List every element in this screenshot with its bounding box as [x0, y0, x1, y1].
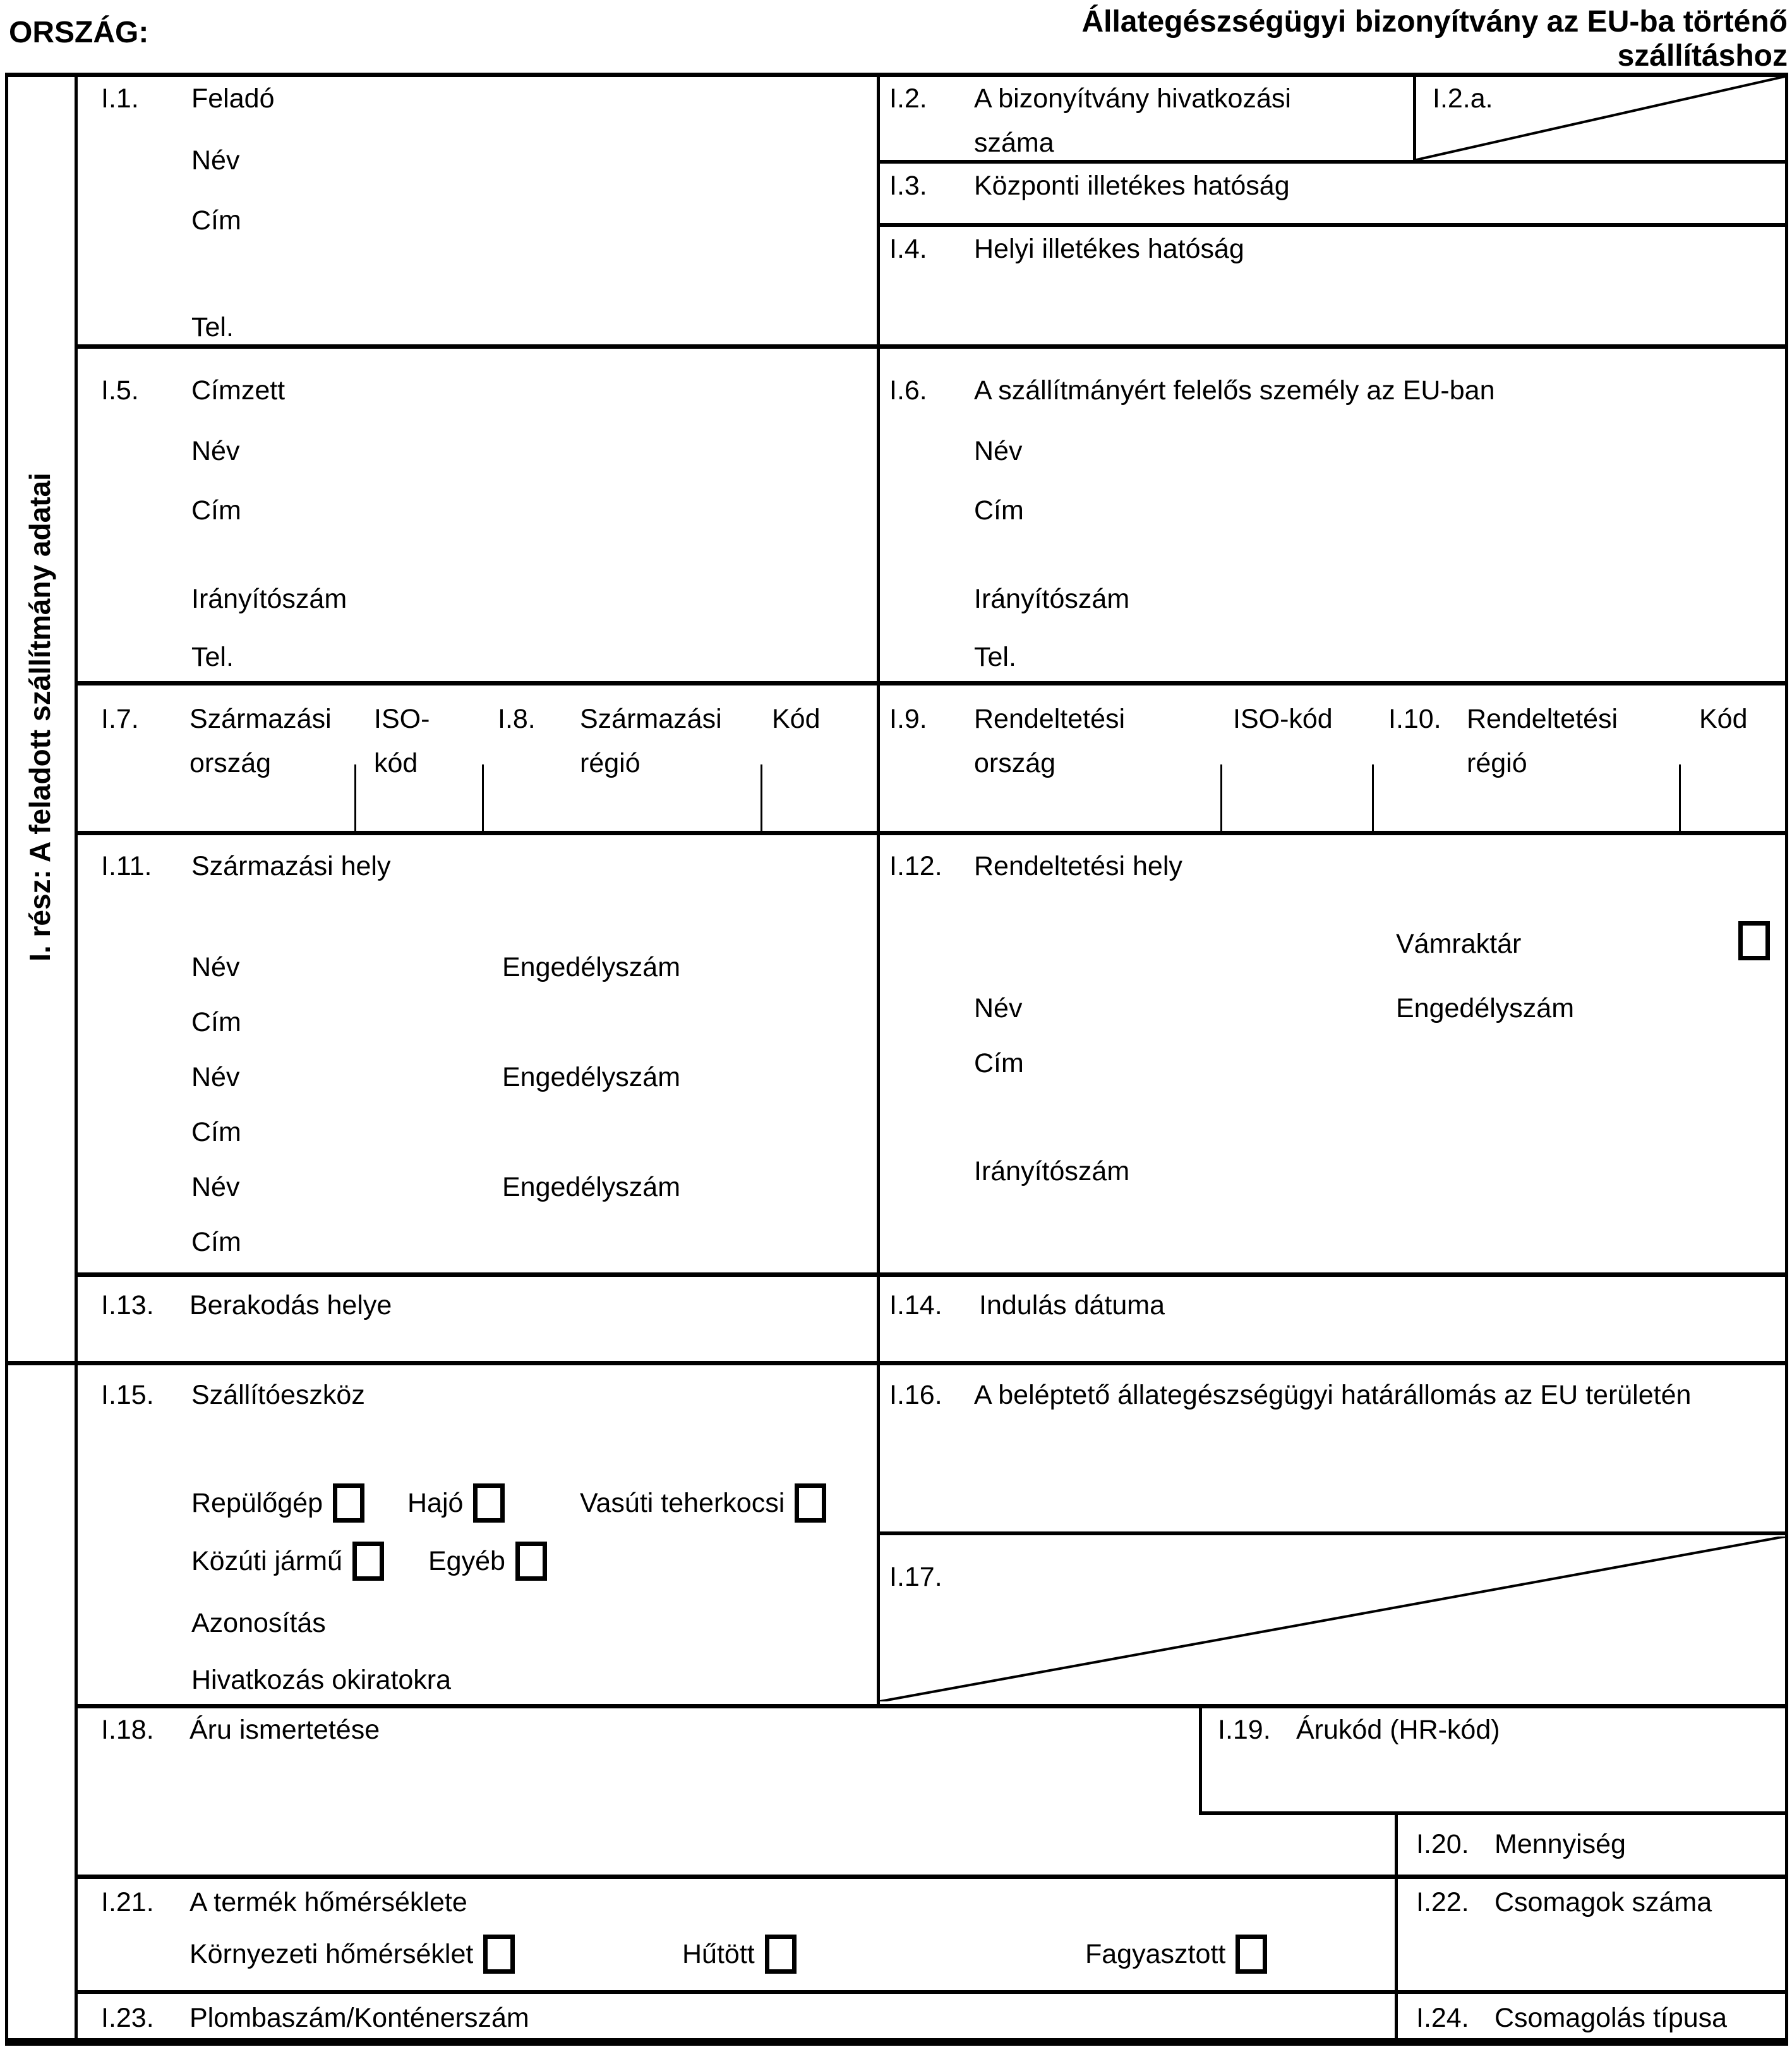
checkbox-vamraktar[interactable]	[1738, 921, 1770, 960]
field-i1-address-label: Cím	[191, 205, 241, 236]
field-i13-number: I.13.	[101, 1290, 154, 1320]
grid-line-i2-bottom	[877, 160, 1788, 164]
tick-i8-left	[482, 764, 484, 833]
field-i1-name-label: Név	[191, 145, 240, 176]
field-i9-number: I.9.	[889, 704, 927, 734]
field-i9-label-line1: Rendeltetési	[974, 704, 1126, 734]
grid-line-i15-bottom	[75, 1704, 1788, 1708]
field-i7-label-line1: Származási	[189, 704, 332, 734]
option-hajo	[407, 1483, 505, 1523]
field-i12-postal-label: Irányítószám	[974, 1156, 1130, 1187]
field-i16-number: I.16.	[889, 1380, 942, 1410]
field-i21-label: A termék hőmérséklete	[189, 1887, 467, 1917]
option-vasuti-teherkocsi-label: Vasúti teherkocsi	[580, 1488, 785, 1518]
checkbox-repulogep[interactable]	[333, 1483, 364, 1523]
tick-i9-iso	[1220, 764, 1222, 833]
country-label: ORSZÁG:	[9, 16, 149, 49]
field-i1-number: I.1.	[101, 83, 139, 114]
field-i10-code-label: Kód	[1699, 704, 1748, 734]
grid-line-i19-left	[1199, 1704, 1202, 1813]
option-repulogep	[191, 1483, 364, 1523]
grid-line-i1-bottom	[75, 344, 1788, 349]
field-i3-label: Központi illetékes hatóság	[974, 171, 1290, 201]
field-i5-address-label: Cím	[191, 495, 241, 526]
field-i12-label: Rendeltetési hely	[974, 851, 1182, 881]
field-i11-address1-label: Cím	[191, 1007, 241, 1037]
field-i10-number: I.10.	[1388, 704, 1441, 734]
field-i12-customs-label: Vámraktár	[1396, 929, 1522, 959]
field-i8-code-label: Kód	[772, 704, 821, 734]
grid-line-page-cut	[5, 2038, 1788, 2046]
option-vasuti-teherkocsi	[580, 1483, 826, 1523]
field-i6-label: A szállítmányért felelős személy az EU-ban	[974, 375, 1495, 406]
option-kozuti-jarmu	[191, 1542, 384, 1581]
field-i22-number: I.22.	[1416, 1887, 1469, 1917]
field-i15-number: I.15.	[101, 1380, 154, 1410]
field-i4-label: Helyi illetékes hatóság	[974, 234, 1244, 264]
field-i3-number: I.3.	[889, 171, 927, 201]
grid-line-i7-bottom	[75, 831, 1788, 835]
field-i2-number: I.2.	[889, 83, 927, 114]
field-i1-label: Feladó	[191, 83, 275, 114]
field-i23-label: Plombaszám/Konténerszám	[189, 2003, 529, 2033]
field-i13-label: Berakodás helye	[189, 1290, 392, 1320]
field-i5-postal-label: Irányítószám	[191, 584, 347, 614]
grid-line-i3-bottom	[877, 223, 1788, 227]
field-i11-name3-label: Név	[191, 1172, 240, 1202]
field-i24-label: Csomagolás típusa	[1494, 2003, 1728, 2033]
grid-line-i19-bottom	[1199, 1811, 1788, 1815]
field-i18-number: I.18.	[101, 1715, 154, 1745]
grid-line-i5-bottom	[75, 681, 1788, 685]
tick-i10-code	[1679, 764, 1681, 833]
field-i11-label: Származási hely	[191, 851, 391, 881]
field-i24-number: I.24.	[1416, 2003, 1469, 2033]
field-i7-iso-label-line1: ISO-	[374, 704, 430, 734]
grid-line-outer-right	[1785, 73, 1788, 2046]
field-i8-label-line1: Származási	[580, 704, 722, 734]
field-i20-number: I.20.	[1416, 1829, 1469, 1859]
field-i9-iso-label: ISO-kód	[1233, 704, 1333, 734]
field-i12-approval-label: Engedélyszám	[1396, 993, 1575, 1023]
part1-sidebar	[5, 73, 75, 1361]
field-i5-number: I.5.	[101, 375, 139, 406]
field-i5-tel-label: Tel.	[191, 642, 234, 672]
checkbox-hajo[interactable]	[473, 1483, 505, 1523]
field-i11-approval1-label: Engedélyszám	[502, 952, 681, 982]
field-i17-number: I.17.	[889, 1562, 942, 1592]
checkbox-vasuti-teherkocsi[interactable]	[795, 1483, 826, 1523]
tick-i8-code	[761, 764, 762, 833]
field-i12-name-label: Név	[974, 993, 1023, 1023]
field-i11-name1-label: Név	[191, 952, 240, 982]
option-hajo-label: Hajó	[407, 1488, 464, 1518]
page-title-line1: Állategészségügyi bizonyítvány az EU-ba történő	[1081, 5, 1788, 39]
option-kornyezeti-homerseklet-label: Környezeti hőmérséklet	[189, 1939, 474, 1969]
field-i7-iso-label-line2: kód	[374, 748, 418, 778]
field-i11-approval3-label: Engedélyszám	[502, 1172, 681, 1202]
grid-line-sidebar-divider	[75, 73, 78, 2046]
field-i7-label-line2: ország	[189, 748, 272, 778]
grid-line-i21-bottom	[75, 1990, 1788, 1994]
field-i12-number: I.12.	[889, 851, 942, 881]
option-fagyasztott-label: Fagyasztott	[1085, 1939, 1226, 1969]
field-i14-label: Indulás dátuma	[979, 1290, 1165, 1320]
field-i12-address-label: Cím	[974, 1048, 1024, 1078]
field-i11-number: I.11.	[101, 851, 152, 881]
checkbox-egyeb[interactable]	[515, 1542, 547, 1581]
grid-line-outer-left	[5, 73, 8, 2046]
field-i21-number: I.21.	[101, 1887, 154, 1917]
grid-line-center-divider	[877, 73, 880, 1706]
field-i5-label: Címzett	[191, 375, 286, 406]
page-title	[1081, 5, 1788, 73]
field-i20-label: Mennyiség	[1494, 1829, 1626, 1859]
field-i11-name2-label: Név	[191, 1062, 240, 1092]
part1-sidebar-label: I. rész: A feladott szállítmány adatai	[23, 472, 57, 962]
option-hutott-label: Hűtött	[682, 1939, 755, 1969]
field-i19-number: I.19.	[1218, 1715, 1271, 1745]
page-title-line2: szállításhoz	[1617, 39, 1788, 73]
field-i11-approval2-label: Engedélyszám	[502, 1062, 681, 1092]
field-i16-label: A beléptető állategészségügyi határállomás az EU területén	[974, 1380, 1692, 1410]
field-i1-tel-label: Tel.	[191, 312, 234, 342]
field-i6-name-label: Név	[974, 436, 1023, 466]
field-i10-label-line2: régió	[1467, 748, 1527, 778]
field-i15-identification-label: Azonosítás	[191, 1608, 326, 1638]
field-i22-label: Csomagok száma	[1494, 1887, 1712, 1917]
grid-line-i16-bottom	[877, 1531, 1788, 1535]
checkbox-kozuti-jarmu[interactable]	[352, 1542, 384, 1581]
grid-line-i11-bottom	[75, 1272, 1788, 1277]
field-i6-postal-label: Irányítószám	[974, 584, 1130, 614]
tick-i7-iso	[354, 764, 356, 833]
field-i19-label: Árukód (HR-kód)	[1296, 1715, 1500, 1745]
option-hutott	[682, 1935, 797, 1974]
field-i6-address-label: Cím	[974, 495, 1024, 526]
checkbox-fagyasztott[interactable]	[1236, 1935, 1267, 1974]
option-repulogep-label: Repülőgép	[191, 1488, 323, 1518]
checkbox-kornyezeti-homerseklet[interactable]	[483, 1935, 515, 1974]
i17-diagonal-line	[880, 1537, 1785, 1701]
grid-line-i20-left	[1395, 1811, 1398, 2046]
field-i10-label-line1: Rendeltetési	[1467, 704, 1618, 734]
field-i8-label-line2: régió	[580, 748, 640, 778]
field-i15-label: Szállítóeszköz	[191, 1380, 365, 1410]
tick-i10-left	[1372, 764, 1374, 833]
option-fagyasztott	[1085, 1935, 1267, 1974]
field-i5-name-label: Név	[191, 436, 240, 466]
field-i15-docref-label: Hivatkozás okiratokra	[191, 1665, 452, 1695]
field-i2-label-line1: A bizonyítvány hivatkozási	[974, 83, 1291, 114]
field-i8-number: I.8.	[498, 704, 536, 734]
grid-line-i18-bottom	[75, 1875, 1788, 1879]
option-kozuti-jarmu-label: Közúti jármű	[191, 1546, 342, 1576]
field-i23-number: I.23.	[101, 2003, 154, 2033]
field-i18-label: Áru ismertetése	[189, 1715, 380, 1745]
field-i11-address3-label: Cím	[191, 1227, 241, 1257]
field-i6-tel-label: Tel.	[974, 642, 1016, 672]
option-egyeb	[428, 1542, 547, 1581]
field-i2-label-line2: száma	[974, 128, 1054, 158]
field-i4-number: I.4.	[889, 234, 927, 264]
field-i14-number: I.14.	[889, 1290, 942, 1320]
field-i6-number: I.6.	[889, 375, 927, 406]
option-kornyezeti-homerseklet	[189, 1935, 515, 1974]
field-i11-address2-label: Cím	[191, 1117, 241, 1147]
checkbox-hutott[interactable]	[765, 1935, 797, 1974]
field-i9-label-line2: ország	[974, 748, 1056, 778]
grid-line-i13-bottom	[5, 1361, 1788, 1365]
field-i2a-number: I.2.a.	[1433, 83, 1493, 114]
option-egyeb-label: Egyéb	[428, 1546, 505, 1576]
field-i7-number: I.7.	[101, 704, 139, 734]
